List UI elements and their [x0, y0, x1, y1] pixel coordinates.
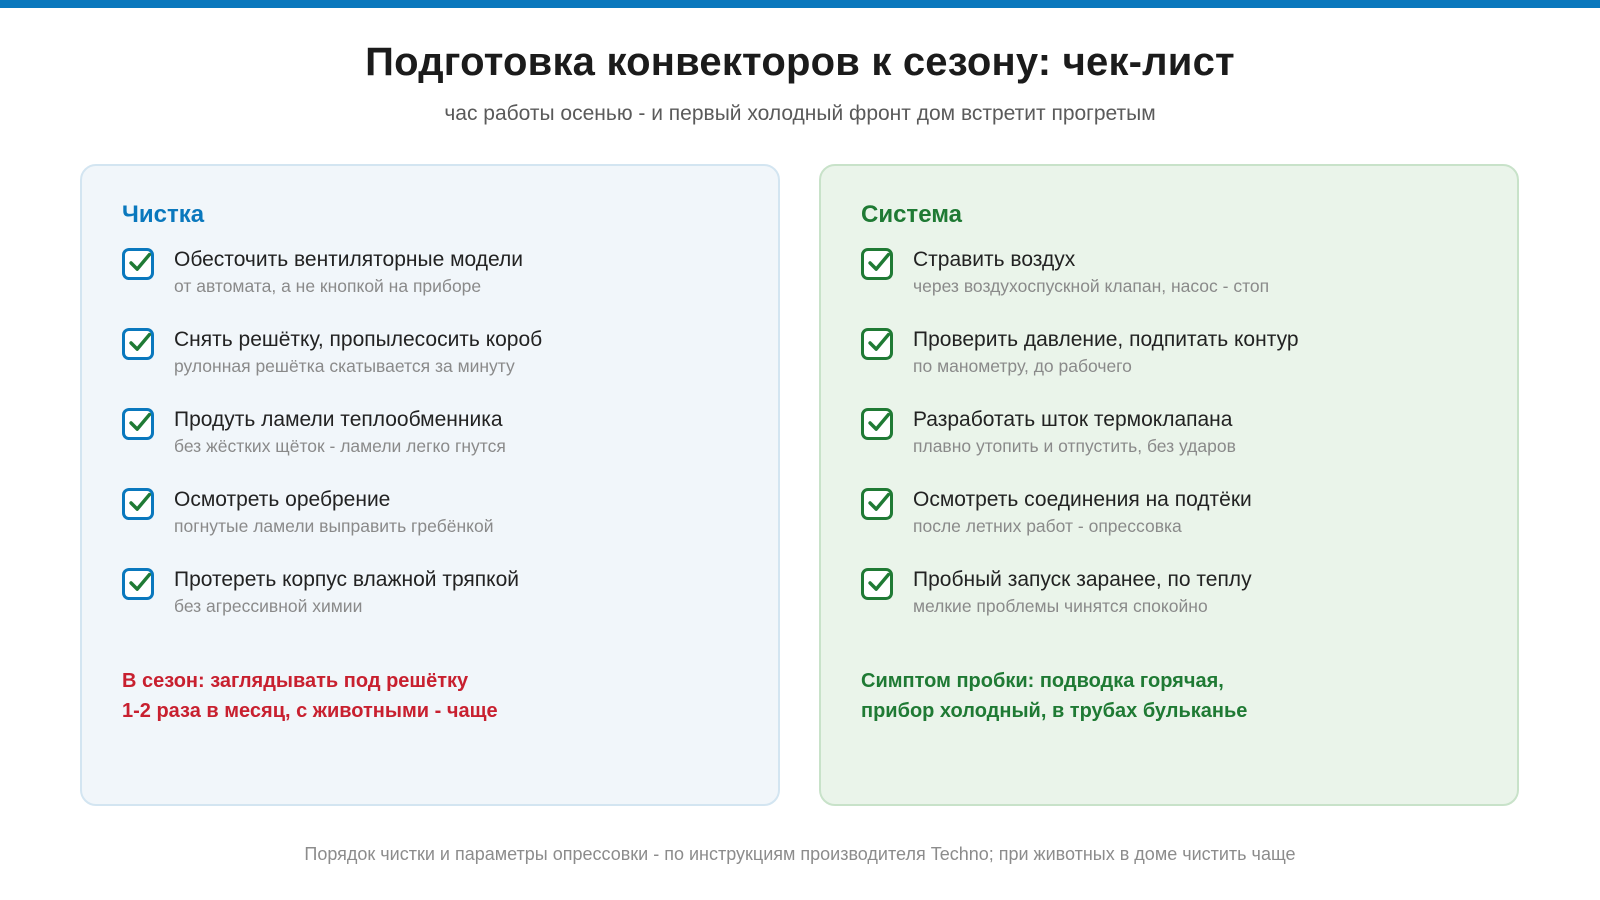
item-title: Осмотреть соединения на подтёки: [913, 488, 1252, 511]
note-line: 1-2 раза в месяц, с животными - чаще: [122, 700, 498, 722]
item-title: Пробный запуск заранее, по теплу: [913, 568, 1252, 591]
item-subtitle: через воздухоспускной клапан, насос - стоп: [913, 276, 1270, 296]
item-title: Обесточить вентиляторные модели: [174, 248, 523, 271]
cleaning-heading: Чистка: [122, 201, 205, 228]
page-subtitle: час работы осенью - и первый холодный фронт дом встретит прогретым: [444, 102, 1156, 125]
system-checklist: [861, 246, 1477, 646]
checklist-item: [861, 486, 1477, 566]
note-line: Симптом пробки: подводка горячая,: [861, 670, 1224, 692]
item-title: Проверить давление, подпитать контур: [913, 328, 1299, 351]
checklist-item: [122, 566, 738, 646]
checklist-item: [861, 406, 1477, 486]
checklist-item: [122, 326, 738, 406]
item-subtitle: погнутые ламели выправить гребёнкой: [174, 516, 494, 536]
item-subtitle: плавно утопить и отпустить, без ударов: [913, 436, 1236, 456]
checklist-item: [122, 246, 738, 326]
system-card: [819, 164, 1519, 806]
item-subtitle: от автомата, а не кнопкой на приборе: [174, 276, 482, 296]
top-accent-bar: [0, 0, 1600, 8]
checkbox-checked-icon[interactable]: [122, 328, 154, 360]
footer-note: Порядок чистки и параметры опрессовки - по инструкциям производителя Techno; при животных в доме чистить чаще: [304, 844, 1296, 864]
page-title: Подготовка конвекторов к сезону: чек-лист: [365, 40, 1235, 84]
item-title: Осмотреть оребрение: [174, 488, 391, 511]
checkbox-checked-icon[interactable]: [122, 568, 154, 600]
system-heading: Система: [861, 201, 963, 228]
checkbox-checked-icon[interactable]: [122, 408, 154, 440]
checkbox-checked-icon[interactable]: [122, 248, 154, 280]
checklist-item: [861, 246, 1477, 326]
item-subtitle: после летних работ - опрессовка: [913, 516, 1182, 536]
item-title: Стравить воздух: [913, 248, 1076, 271]
item-subtitle: по манометру, до рабочего: [913, 356, 1132, 376]
cleaning-season-note: [122, 666, 742, 726]
checkbox-checked-icon[interactable]: [861, 568, 893, 600]
checkbox-checked-icon[interactable]: [861, 488, 893, 520]
item-subtitle: без жёстких щёток - ламели легко гнутся: [174, 436, 506, 456]
checkbox-checked-icon[interactable]: [122, 488, 154, 520]
checklist-item: [861, 326, 1477, 406]
checkbox-checked-icon[interactable]: [861, 248, 893, 280]
item-title: Разработать шток термоклапана: [913, 408, 1233, 431]
checkbox-checked-icon[interactable]: [861, 408, 893, 440]
cleaning-checklist: [122, 246, 738, 646]
cleaning-card: [80, 164, 780, 806]
item-title: Протереть корпус влажной тряпкой: [174, 568, 519, 591]
item-title: Снять решётку, пропылесосить короб: [174, 328, 543, 351]
checklist-item: [122, 486, 738, 566]
item-subtitle: рулонная решётка скатывается за минуту: [174, 356, 515, 376]
item-title: Продуть ламели теплообменника: [174, 408, 503, 431]
note-line: В сезон: заглядывать под решётку: [122, 670, 469, 692]
checklist-item: [122, 406, 738, 486]
item-subtitle: мелкие проблемы чинятся спокойно: [913, 596, 1208, 616]
system-symptom-note: [861, 666, 1481, 726]
checkbox-checked-icon[interactable]: [861, 328, 893, 360]
note-line: прибор холодный, в трубах бульканье: [861, 700, 1248, 722]
checklist-item: [861, 566, 1477, 646]
item-subtitle: без агрессивной химии: [174, 596, 363, 616]
